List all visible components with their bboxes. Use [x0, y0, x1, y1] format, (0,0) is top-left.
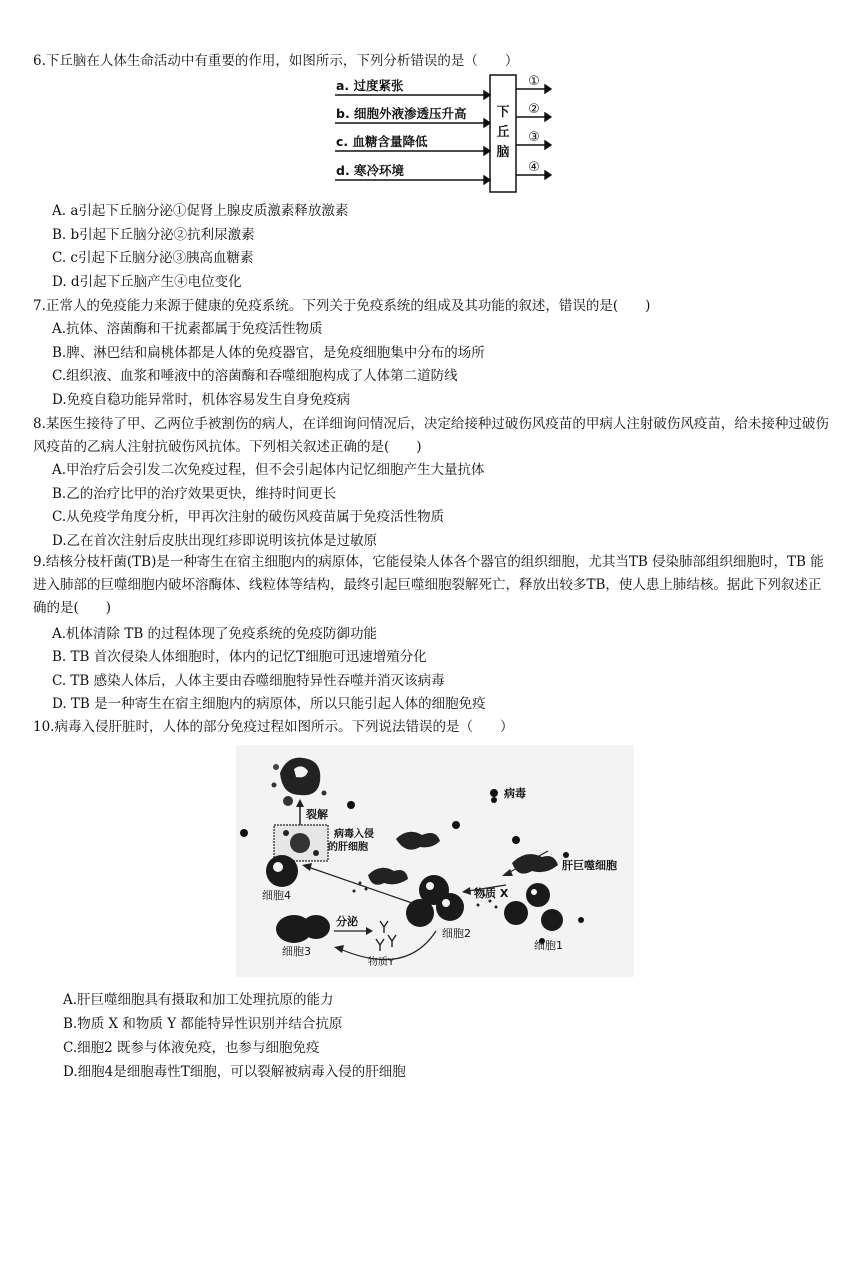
q8-option-c: C.从免疫学角度分析，甲再次注射的破伤风疫苗属于免疫活性物质	[52, 509, 445, 525]
q9-option-d: D. TB 是一种寄生在宿主细胞内的病原体，所以只能引起人体的细胞免疫	[52, 696, 486, 712]
q6-option-c: C. c引起下丘脑分泌③胰高血糖素	[52, 250, 254, 266]
q6-option-d: D. d引起下丘脑产生④电位变化	[52, 274, 242, 290]
macrophage-label: 肝巨噬细胞	[562, 859, 617, 872]
q7-stem: 7.正常人的免疫能力来源于健康的免疫系统。下列关于免疫系统的组成及其功能的叙述，错误的是( )	[33, 298, 651, 314]
q6-option-a: A. a引起下丘脑分泌①促肾上腺皮质激素释放激素	[52, 203, 349, 219]
output-2: ②	[528, 102, 540, 117]
output-1: ①	[528, 74, 540, 89]
input-b: b. 细胞外液渗透压升高	[336, 106, 467, 121]
substance-x-label: 物质 X	[474, 887, 509, 900]
box-label-2: 丘	[496, 125, 510, 140]
q10-option-c: C.细胞2 既参与体液免疫，也参与细胞免疫	[63, 1040, 320, 1056]
cell1-label: 细胞1	[534, 939, 563, 952]
q8-stem: 8.某医生接待了甲、乙两位手被割伤的病人，在详细询问情况后，决定给接种过破伤风疫苗的甲病人注射破伤风疫苗，给未接种过破伤风疫苗的乙病人注射抗破伤风抗体。下列相关叙述正确的是( )	[33, 416, 829, 455]
output-3: ③	[528, 130, 540, 145]
substance-y-label: 物质Y	[368, 957, 395, 968]
output-4: ④	[528, 160, 540, 175]
immune-process-diagram	[236, 745, 634, 977]
virus-label: 病毒	[504, 787, 526, 800]
q6-stem: 6.下丘脑在人体生命活动中有重要的作用，如图所示，下列分析错误的是（ ）	[33, 53, 519, 69]
lyse-label: 裂解	[306, 808, 328, 821]
q7-option-a: A.抗体、溶菌酶和干扰素都属于免疫活性物质	[52, 321, 323, 337]
q7-option-d: D.免疫自稳功能异常时，机体容易发生自身免疫病	[52, 392, 351, 408]
q10-option-d: D.细胞4是细胞毒性T细胞，可以裂解被病毒入侵的肝细胞	[63, 1064, 406, 1080]
cell4-label: 细胞4	[262, 889, 291, 902]
input-a: a. 过度紧张	[336, 78, 404, 93]
q9-option-b: B. TB 首次侵染人体细胞时，体内的记忆T细胞可迅速增殖分化	[52, 649, 427, 665]
q10-option-a: A.肝巨噬细胞具有摄取和加工处理抗原的能力	[63, 992, 334, 1008]
q8-option-b: B.乙的治疗比甲的治疗效果更快，维持时间更长	[52, 486, 337, 502]
q9-option-c: C. TB 感染人体后，人体主要由吞噬细胞特异性吞噬并消灭该病毒	[52, 673, 445, 689]
infected-cell-label-2: 的肝细胞	[328, 842, 368, 853]
q9-option-a: A.机体清除 TB 的过程体现了免疫系统的免疫防御功能	[52, 626, 378, 642]
q7-option-c: C.组织液、血浆和唾液中的溶菌酶和吞噬细胞构成了人体第二道防线	[52, 368, 458, 384]
q6-option-b: B. b引起下丘脑分泌②抗利尿激素	[52, 227, 255, 243]
box-label-3: 脑	[496, 145, 510, 160]
q8-option-d: D.乙在首次注射后皮肤出现红疹即说明该抗体是过敏原	[52, 533, 378, 549]
input-d: d. 寒冷环境	[336, 163, 405, 178]
q10-stem: 10.病毒入侵肝脏时，人体的部分免疫过程如图所示。下列说法错误的是（ ）	[33, 719, 514, 735]
infected-cell-label-1: 病毒入侵	[334, 829, 374, 840]
q8-option-a: A.甲治疗后会引发二次免疫过程，但不会引起体内记忆细胞产生大量抗体	[52, 462, 485, 478]
q9-stem: 9.结核分枝杆菌(TB)是一种寄生在宿主细胞内的病原体，它能侵染人体各个器官的组织细胞，尤其当TB 侵染肺部组织细胞时，TB 能进入肺部的巨噬细胞内破坏溶酶体、线粒体等结构，最终引起巨噬细胞裂解死亡，释放出较多TB，使人患上肺结核。据此下列叙述正确的是( )	[33, 554, 824, 616]
q10-option-b: B.物质 X 和物质 Y 都能特异性识别并结合抗原	[63, 1016, 343, 1032]
q7-option-b: B.脾、淋巴结和扁桃体都是人体的免疫器官，是免疫细胞集中分布的场所	[52, 345, 485, 361]
input-c: c. 血糖含量降低	[336, 134, 428, 149]
cell2-label: 细胞2	[442, 927, 471, 940]
box-label-1: 下	[496, 105, 510, 120]
secrete-label: 分泌	[336, 915, 358, 928]
hypothalamus-diagram	[332, 72, 552, 196]
cell3-label: 细胞3	[282, 945, 311, 958]
